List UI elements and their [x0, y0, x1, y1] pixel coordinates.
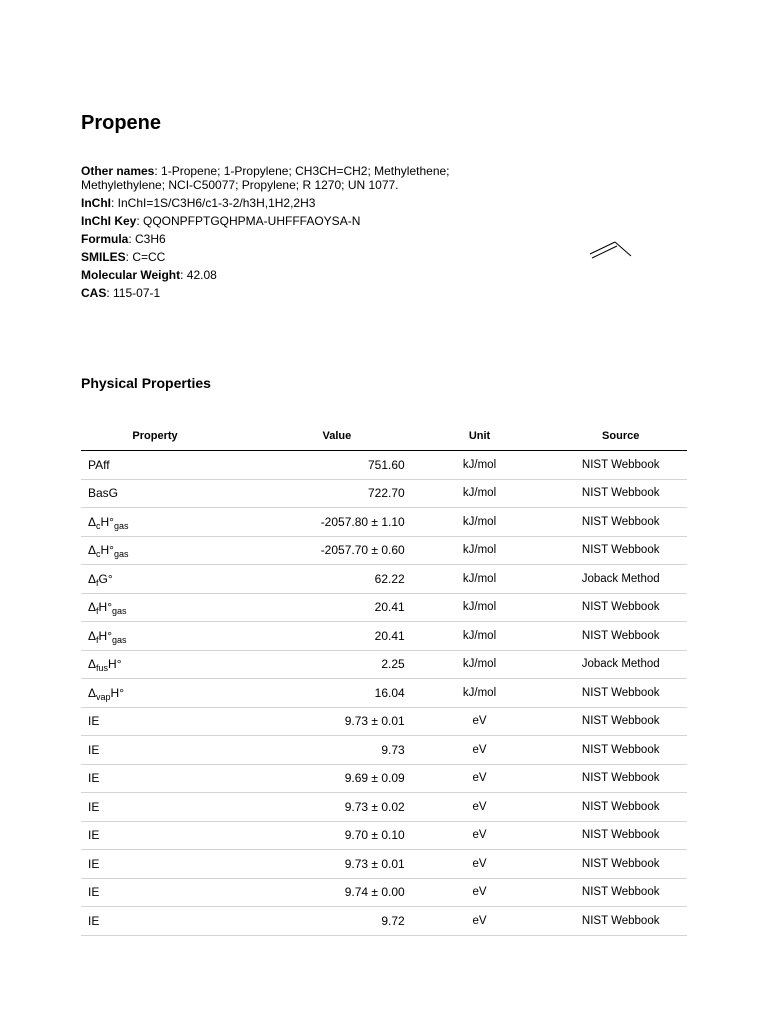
- property-subscript: f: [96, 634, 99, 645]
- table-row: [81, 593, 687, 622]
- property-symbol: IE: [88, 771, 100, 786]
- source-cell: NIST Webbook: [554, 536, 687, 565]
- formula-row: [81, 232, 501, 246]
- unit-cell: kJ/mol: [405, 508, 555, 537]
- section-title: Physical Properties: [81, 375, 211, 391]
- property-mid: H°: [98, 628, 112, 643]
- property-phase-subscript: gas: [113, 549, 129, 560]
- unit-cell: kJ/mol: [405, 593, 555, 622]
- unit-cell: kJ/mol: [405, 679, 555, 708]
- property-cell: [81, 878, 229, 907]
- value-cell: 9.73 ± 0.02: [229, 793, 405, 822]
- formula-label: Formula: [81, 232, 129, 246]
- table-row: [81, 479, 687, 508]
- property-cell: [81, 679, 229, 708]
- source-cell: NIST Webbook: [554, 593, 687, 622]
- table-row: [81, 622, 687, 651]
- cas-label: CAS: [81, 286, 107, 300]
- single-bond-line: [615, 242, 631, 256]
- cas-row: [81, 286, 501, 300]
- property-subscript: f: [96, 606, 99, 617]
- property-symbol: IE: [88, 856, 100, 871]
- header-unit: Unit: [405, 422, 555, 451]
- table-header-row: [81, 422, 687, 451]
- table-row: [81, 878, 687, 907]
- value-cell: 20.41: [229, 622, 405, 651]
- property-symbol: Δ: [88, 600, 97, 615]
- value-cell: 9.73 ± 0.01: [229, 707, 405, 736]
- property-symbol: IE: [88, 885, 100, 900]
- table-row: [81, 736, 687, 765]
- source-cell: NIST Webbook: [554, 821, 687, 850]
- table-row: [81, 907, 687, 936]
- unit-cell: eV: [405, 907, 555, 936]
- value-cell: 16.04: [229, 679, 405, 708]
- table-row: [81, 650, 687, 679]
- unit-cell: eV: [405, 821, 555, 850]
- value-cell: 751.60: [229, 451, 405, 480]
- property-cell: [81, 622, 229, 651]
- property-cell: [81, 536, 229, 565]
- property-mid: H°: [98, 600, 112, 615]
- property-cell: [81, 479, 229, 508]
- other-names-label: Other names: [81, 164, 155, 178]
- property-cell: [81, 764, 229, 793]
- property-symbol: IE: [88, 742, 100, 757]
- value-cell: 9.70 ± 0.10: [229, 821, 405, 850]
- property-cell: [81, 593, 229, 622]
- property-mid: H°: [100, 514, 114, 529]
- property-cell: [81, 565, 229, 594]
- property-cell: [81, 451, 229, 480]
- properties-table: [81, 422, 687, 936]
- property-mid: H°: [110, 685, 124, 700]
- unit-cell: eV: [405, 736, 555, 765]
- value-cell: 20.41: [229, 593, 405, 622]
- source-cell: NIST Webbook: [554, 622, 687, 651]
- property-symbol: IE: [88, 913, 100, 928]
- unit-cell: kJ/mol: [405, 565, 555, 594]
- source-cell: NIST Webbook: [554, 707, 687, 736]
- header-value: Value: [229, 422, 405, 451]
- source-cell: NIST Webbook: [554, 764, 687, 793]
- smiles-label: SMILES: [81, 250, 126, 264]
- other-names-row: [81, 164, 501, 192]
- source-cell: NIST Webbook: [554, 850, 687, 879]
- property-symbol: PAff: [88, 457, 110, 472]
- property-symbol: Δ: [88, 571, 97, 586]
- table-row: [81, 536, 687, 565]
- value-cell: 722.70: [229, 479, 405, 508]
- source-cell: NIST Webbook: [554, 451, 687, 480]
- property-subscript: c: [96, 520, 101, 531]
- header-source: Source: [554, 422, 687, 451]
- table-row: [81, 764, 687, 793]
- property-symbol: Δ: [88, 657, 97, 672]
- value-cell: 9.74 ± 0.00: [229, 878, 405, 907]
- property-mid: H°: [108, 657, 122, 672]
- header-property: Property: [81, 422, 229, 451]
- inchi-label: InChI: [81, 196, 111, 210]
- value-cell: 9.73: [229, 736, 405, 765]
- property-mid: G°: [98, 571, 113, 586]
- property-subscript: fus: [96, 663, 109, 674]
- property-cell: [81, 850, 229, 879]
- property-phase-subscript: gas: [112, 634, 127, 645]
- unit-cell: kJ/mol: [405, 650, 555, 679]
- table-row: [81, 850, 687, 879]
- page-title: Propene: [81, 112, 162, 134]
- source-cell: NIST Webbook: [554, 479, 687, 508]
- unit-cell: kJ/mol: [405, 479, 555, 508]
- unit-cell: eV: [405, 878, 555, 907]
- smiles-row: [81, 250, 501, 264]
- inchi-row: [81, 196, 501, 210]
- value-cell: 9.69 ± 0.09: [229, 764, 405, 793]
- source-cell: Joback Method: [554, 565, 687, 594]
- unit-cell: eV: [405, 764, 555, 793]
- source-cell: NIST Webbook: [554, 508, 687, 537]
- property-subscript: f: [96, 577, 99, 588]
- unit-cell: eV: [405, 793, 555, 822]
- property-cell: [81, 821, 229, 850]
- property-cell: [81, 907, 229, 936]
- table-row: [81, 821, 687, 850]
- double-bond-line-2: [592, 246, 617, 258]
- source-cell: NIST Webbook: [554, 679, 687, 708]
- other-names-value: : 1-Propene; 1-Propylene; CH3CH=CH2; Methylethene; Methylethylene; NCI-C50077; Propylene; R 1270; UN 1077.: [81, 164, 450, 192]
- property-cell: [81, 650, 229, 679]
- inchi-key-label: InChI Key: [81, 214, 137, 228]
- compound-info: [81, 164, 501, 304]
- molecular-weight-value: : 42.08: [180, 268, 217, 282]
- table-row: [81, 565, 687, 594]
- smiles-value: : C=CC: [125, 250, 166, 264]
- value-cell: -2057.70 ± 0.60: [229, 536, 405, 565]
- unit-cell: kJ/mol: [405, 451, 555, 480]
- unit-cell: kJ/mol: [405, 622, 555, 651]
- property-symbol: Δ: [88, 514, 97, 529]
- cas-value: : 115-07-1: [106, 286, 161, 300]
- value-cell: 62.22: [229, 565, 405, 594]
- unit-cell: eV: [405, 850, 555, 879]
- property-symbol: Δ: [88, 543, 97, 558]
- molecular-weight-row: [81, 268, 501, 282]
- molecule-structure-image: [586, 239, 634, 261]
- property-symbol: Δ: [88, 685, 97, 700]
- property-mid: H°: [100, 543, 114, 558]
- property-cell: [81, 707, 229, 736]
- property-cell: [81, 508, 229, 537]
- property-phase-subscript: gas: [113, 520, 129, 531]
- inchi-key-value: : QQONPFPTGQHPMA-UHFFFAOYSA-N: [136, 214, 361, 228]
- property-symbol: IE: [88, 799, 100, 814]
- source-cell: NIST Webbook: [554, 878, 687, 907]
- value-cell: 9.72: [229, 907, 405, 936]
- unit-cell: eV: [405, 707, 555, 736]
- value-cell: -2057.80 ± 1.10: [229, 508, 405, 537]
- property-phase-subscript: gas: [112, 606, 127, 617]
- property-cell: [81, 793, 229, 822]
- table-row: [81, 707, 687, 736]
- molecular-weight-label: Molecular Weight: [81, 268, 181, 282]
- double-bond-line-1: [590, 242, 615, 254]
- value-cell: 2.25: [229, 650, 405, 679]
- property-symbol: Δ: [88, 628, 97, 643]
- unit-cell: kJ/mol: [405, 536, 555, 565]
- property-subscript: c: [96, 549, 101, 560]
- property-cell: [81, 736, 229, 765]
- inchi-key-row: [81, 214, 501, 228]
- property-symbol: BasG: [88, 486, 119, 501]
- table-row: [81, 793, 687, 822]
- property-subscript: vap: [96, 691, 111, 702]
- value-cell: 9.73 ± 0.01: [229, 850, 405, 879]
- table-row: [81, 679, 687, 708]
- table-body: [81, 451, 687, 936]
- source-cell: NIST Webbook: [554, 736, 687, 765]
- inchi-value: : InChI=1S/C3H6/c1-3-2/h3H,1H2,2H3: [111, 196, 316, 210]
- formula-value: : C3H6: [128, 232, 166, 246]
- table-row: [81, 508, 687, 537]
- source-cell: NIST Webbook: [554, 907, 687, 936]
- property-symbol: IE: [88, 828, 100, 843]
- source-cell: Joback Method: [554, 650, 687, 679]
- property-symbol: IE: [88, 714, 100, 729]
- table-row: [81, 451, 687, 480]
- source-cell: NIST Webbook: [554, 793, 687, 822]
